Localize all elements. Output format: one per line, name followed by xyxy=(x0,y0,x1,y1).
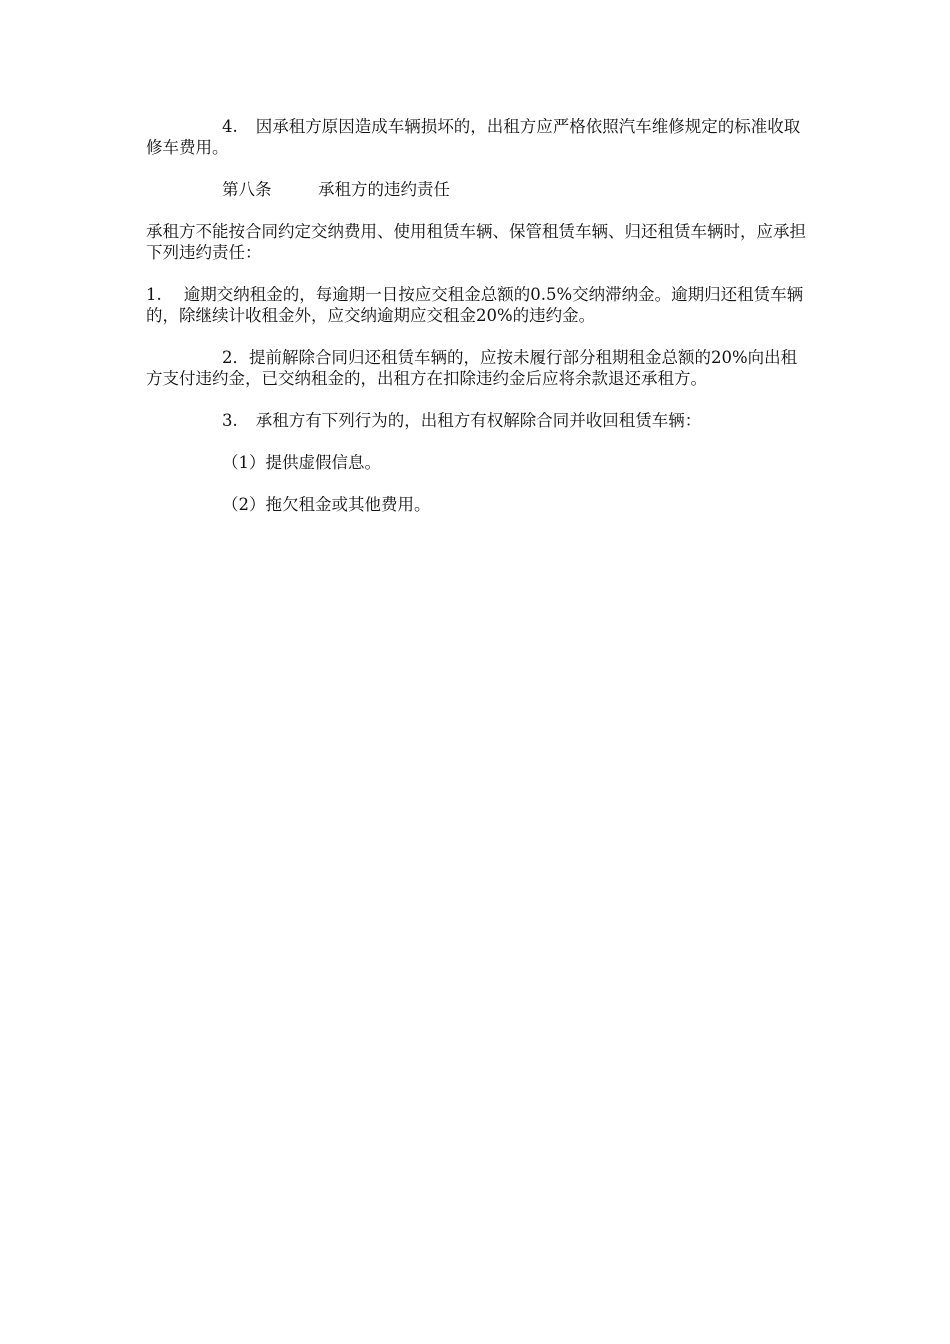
article-8-intro: 承租方不能按合同约定交纳费用、使用租赁车辆、保管租赁车辆、归还租赁车辆时，应承担下列违约责任： xyxy=(146,222,806,262)
liability-item-3-number: 3. xyxy=(222,411,238,430)
article-8-heading xyxy=(146,179,806,200)
liability-item-1-number: 1. xyxy=(146,285,162,304)
liability-item-3 xyxy=(146,410,806,431)
sub-item-1: （1）提供虚假信息。 xyxy=(222,453,381,472)
liability-item-2: 2．提前解除合同归还租赁车辆的，应按未履行部分租期租金总额的20%向出租方支付违约金，已交纳租金的，出租方在扣除违约金后应将余款退还承租方。 xyxy=(146,348,798,388)
document-body xyxy=(146,116,806,536)
article-8-title: 承租方的违约责任 xyxy=(318,180,450,199)
article-8-number: 第八条 xyxy=(222,180,272,199)
clause-4 xyxy=(146,116,806,158)
clause-4-text: 因承租方原因造成车辆损坏的，出租方应严格依照汽车维修规定的标准收取修车费用。 xyxy=(146,117,801,157)
liability-item-1-text: 逾期交纳租金的，每逾期一日按应交租金总额的0.5%交纳滞纳金。逾期归还租赁车辆的，除继续计收租金外，应交纳逾期应交租金20%的违约金。 xyxy=(146,285,804,325)
clause-4-number: 4. xyxy=(222,117,238,136)
liability-item-1 xyxy=(146,284,806,326)
sub-item-2: （2）拖欠租金或其他费用。 xyxy=(222,495,431,514)
liability-item-3-text: 承租方有下列行为的，出租方有权解除合同并收回租赁车辆： xyxy=(255,411,702,430)
